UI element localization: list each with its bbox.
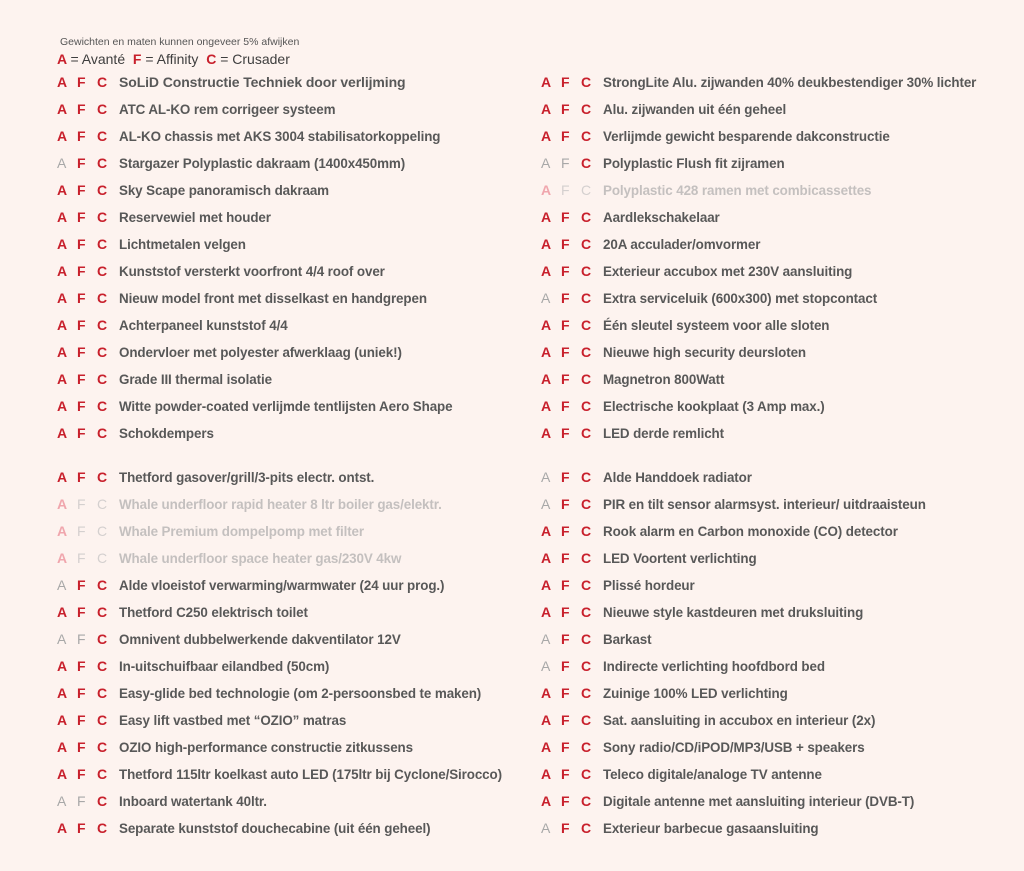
model-flag-c: C [97, 344, 108, 360]
model-flag-c: C [97, 766, 108, 782]
model-flag-a: A [541, 371, 552, 387]
legend-key-c: C [206, 51, 217, 67]
model-flag-c: C [97, 604, 108, 620]
model-flag-c: C [581, 550, 592, 566]
feature-row [57, 710, 346, 730]
model-flag-a: A [541, 263, 552, 279]
model-flag-c: C [581, 604, 592, 620]
model-flag-f: F [77, 182, 86, 198]
model-flag-a: A [541, 182, 552, 198]
model-flag-a: A [57, 263, 68, 279]
model-flag-a: A [541, 496, 551, 512]
feature-label: 20A acculader/omvormer [603, 237, 761, 252]
model-flag-c: C [581, 631, 592, 647]
model-flag-a: A [57, 523, 68, 539]
feature-row [57, 791, 267, 811]
model-flag-f: F [561, 604, 570, 620]
model-flag-c: C [581, 74, 592, 90]
feature-label: Barkast [603, 632, 652, 647]
feature-row [541, 207, 720, 227]
model-flag-f: F [561, 101, 570, 117]
feature-label: LED Voortent verlichting [603, 551, 757, 566]
feature-label: Sat. aansluiting in accubox en interieur (2x) [603, 713, 876, 728]
feature-label: Thetford gasover/grill/3-pits electr. ontst. [119, 470, 375, 485]
model-flag-a: A [541, 577, 552, 593]
model-flag-f: F [77, 496, 86, 512]
model-flag-c: C [97, 685, 108, 701]
feature-label: Easy lift vastbed met “OZIO” matras [119, 713, 347, 728]
model-flag-f: F [561, 766, 570, 782]
feature-row [57, 467, 374, 487]
model-flag-c: C [97, 236, 108, 252]
feature-label: Witte powder-coated verlijmde tentlijsten Aero Shape [119, 399, 453, 414]
feature-label: Kunststof versterkt voorfront 4/4 roof over [119, 264, 385, 279]
model-flag-a: A [541, 317, 552, 333]
model-flag-f: F [561, 577, 570, 593]
model-flag-a: A [57, 290, 68, 306]
model-flag-c: C [97, 739, 108, 755]
feature-label: Schokdempers [119, 426, 214, 441]
model-flag-a: A [541, 550, 552, 566]
feature-label: Stargazer Polyplastic dakraam (1400x450mm) [119, 156, 406, 171]
model-flag-c: C [97, 523, 108, 539]
model-flag-a: A [541, 236, 552, 252]
model-flag-c: C [581, 712, 592, 728]
model-flag-a: A [541, 739, 552, 755]
feature-row [541, 180, 871, 200]
model-flag-f: F [561, 523, 570, 539]
model-flag-f: F [561, 344, 570, 360]
model-flag-c: C [581, 523, 592, 539]
model-flag-f: F [77, 74, 86, 90]
feature-row [541, 737, 865, 757]
model-flag-f: F [77, 820, 86, 836]
feature-label: Thetford C250 elektrisch toilet [119, 605, 308, 620]
feature-label: Extra serviceluik (600x300) met stopcontact [603, 291, 878, 306]
feature-label: Ondervloer met polyester afwerklaag (uniek!) [119, 345, 402, 360]
model-flag-f: F [561, 631, 570, 647]
feature-label: Nieuw model front met disselkast en handgrepen [119, 291, 427, 306]
feature-label: Één sleutel systeem voor alle sloten [603, 318, 830, 333]
model-flag-f: F [77, 290, 86, 306]
model-flag-a: A [57, 712, 68, 728]
feature-row [541, 99, 786, 119]
disclaimer-note: Gewichten en maten kunnen ongeveer 5% afwijken [60, 36, 300, 48]
legend-label-c: = Crusader [220, 51, 290, 67]
feature-row [541, 494, 926, 514]
feature-label: Inboard watertank 40ltr. [119, 794, 267, 809]
feature-row [541, 126, 890, 146]
feature-label: Achterpaneel kunststof 4/4 [119, 318, 288, 333]
feature-label: Exterieur barbecue gasaansluiting [603, 821, 819, 836]
feature-row [57, 72, 405, 92]
feature-row [541, 521, 898, 541]
model-flag-f: F [561, 182, 570, 198]
model-flag-f: F [77, 577, 86, 593]
feature-label: Polyplastic Flush fit zijramen [603, 156, 785, 171]
model-flag-c: C [97, 263, 108, 279]
legend-key-a: A [57, 51, 67, 67]
model-flag-a: A [541, 290, 551, 306]
feature-row [541, 683, 788, 703]
feature-label: Polyplastic 428 ramen met combicassettes [603, 183, 872, 198]
feature-row [541, 342, 806, 362]
model-flag-c: C [581, 263, 592, 279]
feature-row [541, 575, 695, 595]
feature-row [57, 153, 405, 173]
model-flag-a: A [57, 371, 68, 387]
feature-row [541, 72, 976, 92]
model-flag-a: A [541, 398, 552, 414]
model-flag-a: A [541, 793, 552, 809]
model-flag-f: F [561, 209, 570, 225]
model-flag-a: A [541, 766, 552, 782]
feature-label: In-uitschuifbaar eilandbed (50cm) [119, 659, 330, 674]
model-flag-f: F [77, 712, 86, 728]
feature-label: Nieuwe style kastdeuren met druksluiting [603, 605, 864, 620]
feature-row [57, 629, 401, 649]
feature-row [541, 396, 825, 416]
feature-row [57, 737, 413, 757]
feature-row [541, 656, 825, 676]
model-flag-f: F [77, 523, 86, 539]
model-flag-c: C [97, 155, 108, 171]
feature-label: Lichtmetalen velgen [119, 237, 246, 252]
feature-label: StrongLite Alu. zijwanden 40% deukbestendiger 30% lichter [603, 75, 977, 90]
model-flag-a: A [57, 469, 68, 485]
feature-label: Whale Premium dompelpomp met filter [119, 524, 365, 539]
model-flag-a: A [57, 101, 68, 117]
feature-row [541, 288, 877, 308]
model-flag-c: C [97, 712, 108, 728]
model-flag-f: F [77, 739, 86, 755]
feature-row [541, 153, 785, 173]
model-flag-a: A [541, 128, 552, 144]
model-flag-f: F [561, 658, 570, 674]
model-flag-c: C [97, 550, 108, 566]
feature-label: Thetford 115ltr koelkast auto LED (175ltr bij Cyclone/Sirocco) [119, 767, 502, 782]
model-flag-c: C [581, 344, 592, 360]
model-flag-f: F [561, 236, 570, 252]
model-flag-a: A [57, 739, 68, 755]
model-flag-a: A [57, 398, 68, 414]
model-flag-a: A [541, 74, 552, 90]
feature-row [57, 99, 335, 119]
feature-label: Zuinige 100% LED verlichting [603, 686, 788, 701]
model-flag-f: F [77, 766, 86, 782]
model-flag-c: C [97, 371, 108, 387]
feature-row [57, 683, 481, 703]
feature-label: Alde Handdoek radiator [603, 470, 752, 485]
feature-row [541, 764, 822, 784]
model-flag-f: F [77, 469, 86, 485]
model-flag-c: C [581, 739, 592, 755]
model-flag-c: C [581, 766, 592, 782]
model-flag-c: C [581, 290, 592, 306]
feature-row [57, 369, 272, 389]
model-flag-c: C [97, 793, 108, 809]
model-flag-f: F [561, 425, 570, 441]
legend-label-a: = Avanté [70, 51, 126, 67]
model-legend [57, 51, 290, 67]
feature-row [541, 548, 757, 568]
model-flag-c: C [97, 496, 108, 512]
model-flag-f: F [561, 128, 570, 144]
model-flag-a: A [541, 425, 552, 441]
feature-row [541, 602, 863, 622]
model-flag-a: A [57, 317, 68, 333]
feature-label: Digitale antenne met aansluiting interieur (DVB-T) [603, 794, 915, 809]
model-flag-f: F [77, 263, 86, 279]
model-flag-a: A [541, 685, 552, 701]
model-flag-f: F [561, 398, 570, 414]
feature-row [57, 494, 442, 514]
feature-label: SoLiD Constructie Techniek door verlijming [119, 74, 406, 90]
model-flag-c: C [97, 128, 108, 144]
feature-label: Indirecte verlichting hoofdbord bed [603, 659, 825, 674]
model-flag-c: C [581, 398, 592, 414]
model-flag-f: F [561, 263, 570, 279]
model-flag-c: C [581, 425, 592, 441]
feature-row [57, 234, 246, 254]
model-flag-f: F [77, 128, 86, 144]
feature-row [57, 575, 444, 595]
feature-label: Reservewiel met houder [119, 210, 271, 225]
model-flag-a: A [541, 658, 551, 674]
feature-row [541, 369, 724, 389]
model-flag-f: F [77, 344, 86, 360]
feature-row [541, 710, 875, 730]
model-flag-c: C [581, 182, 592, 198]
feature-row [541, 791, 914, 811]
feature-label: AL-KO chassis met AKS 3004 stabilisatorkoppeling [119, 129, 441, 144]
model-flag-f: F [77, 793, 86, 809]
feature-label: Sony radio/CD/iPOD/MP3/USB + speakers [603, 740, 865, 755]
model-flag-a: A [57, 658, 68, 674]
model-flag-f: F [561, 820, 570, 836]
model-flag-a: A [57, 155, 67, 171]
model-flag-f: F [77, 398, 86, 414]
model-flag-c: C [581, 658, 592, 674]
feature-label: Magnetron 800Watt [603, 372, 725, 387]
feature-label: Rook alarm en Carbon monoxide (CO) detector [603, 524, 898, 539]
model-flag-a: A [57, 604, 68, 620]
feature-label: OZIO high-performance constructie zitkussens [119, 740, 413, 755]
feature-label: Sky Scape panoramisch dakraam [119, 183, 329, 198]
model-flag-f: F [561, 793, 570, 809]
feature-label: PIR en tilt sensor alarmsyst. interieur/ uitdraaisteun [603, 497, 926, 512]
model-flag-c: C [581, 469, 592, 485]
feature-label: Verlijmde gewicht besparende dakconstructie [603, 129, 890, 144]
model-flag-a: A [541, 820, 551, 836]
model-flag-a: A [57, 236, 68, 252]
feature-label: Whale underfloor rapid heater 8 ltr boiler gas/elektr. [119, 497, 442, 512]
model-flag-a: A [57, 344, 68, 360]
feature-row [541, 261, 852, 281]
model-flag-a: A [57, 577, 67, 593]
model-flag-c: C [581, 820, 592, 836]
model-flag-a: A [57, 74, 68, 90]
model-flag-f: F [561, 739, 570, 755]
feature-label: Easy-glide bed technologie (om 2-persoonsbed te maken) [119, 686, 482, 701]
model-flag-a: A [57, 685, 68, 701]
feature-row [57, 656, 329, 676]
feature-label: Separate kunststof douchecabine (uit één geheel) [119, 821, 431, 836]
model-flag-f: F [561, 290, 570, 306]
feature-row [57, 548, 401, 568]
model-flag-c: C [581, 209, 592, 225]
feature-label: Electrische kookplaat (3 Amp max.) [603, 399, 825, 414]
feature-label: LED derde remlicht [603, 426, 724, 441]
feature-row [541, 315, 829, 335]
feature-label: Teleco digitale/analoge TV antenne [603, 767, 822, 782]
model-flag-c: C [97, 658, 108, 674]
model-flag-c: C [581, 101, 592, 117]
model-flag-f: F [77, 155, 86, 171]
model-flag-a: A [541, 523, 552, 539]
model-flag-c: C [97, 74, 108, 90]
model-flag-c: C [97, 290, 108, 306]
model-flag-c: C [97, 820, 108, 836]
model-flag-c: C [581, 793, 592, 809]
model-flag-a: A [57, 793, 67, 809]
feature-row [57, 261, 385, 281]
feature-row [57, 602, 308, 622]
model-flag-f: F [77, 425, 86, 441]
model-flag-f: F [77, 550, 86, 566]
model-flag-a: A [541, 209, 552, 225]
model-flag-f: F [77, 631, 86, 647]
feature-label: Grade III thermal isolatie [119, 372, 272, 387]
feature-row [541, 234, 760, 254]
feature-row [57, 288, 427, 308]
feature-row [57, 818, 430, 838]
model-flag-c: C [581, 128, 592, 144]
model-flag-c: C [97, 469, 108, 485]
model-flag-a: A [57, 425, 68, 441]
feature-row [57, 396, 452, 416]
model-flag-f: F [77, 604, 86, 620]
feature-row [57, 764, 502, 784]
model-flag-c: C [581, 155, 592, 171]
feature-label: Nieuwe high security deursloten [603, 345, 807, 360]
feature-label: ATC AL-KO rem corrigeer systeem [119, 102, 336, 117]
model-flag-f: F [77, 101, 86, 117]
model-flag-f: F [561, 155, 570, 171]
model-flag-a: A [57, 496, 68, 512]
model-flag-f: F [77, 658, 86, 674]
model-flag-a: A [541, 604, 552, 620]
model-flag-a: A [57, 182, 68, 198]
model-flag-f: F [77, 236, 86, 252]
model-flag-f: F [561, 496, 570, 512]
model-flag-f: F [561, 317, 570, 333]
model-flag-a: A [541, 631, 551, 647]
feature-row [57, 207, 271, 227]
model-flag-c: C [581, 685, 592, 701]
feature-row [541, 423, 724, 443]
model-flag-f: F [561, 371, 570, 387]
model-flag-c: C [97, 577, 108, 593]
model-flag-a: A [541, 469, 551, 485]
model-flag-c: C [97, 101, 108, 117]
feature-row [541, 467, 752, 487]
model-flag-a: A [57, 820, 68, 836]
feature-label: Alu. zijwanden uit één geheel [603, 102, 787, 117]
feature-row [541, 629, 651, 649]
legend-label-f: = Affinity [145, 51, 199, 67]
feature-row [57, 423, 214, 443]
feature-label: Omnivent dubbelwerkende dakventilator 12V [119, 632, 401, 647]
model-flag-f: F [77, 317, 86, 333]
model-flag-a: A [57, 128, 68, 144]
model-flag-f: F [561, 469, 570, 485]
model-flag-c: C [581, 371, 592, 387]
feature-row [57, 180, 329, 200]
feature-label: Plissé hordeur [603, 578, 695, 593]
model-flag-c: C [97, 317, 108, 333]
model-flag-c: C [97, 182, 108, 198]
model-flag-a: A [541, 344, 552, 360]
model-flag-c: C [97, 209, 108, 225]
feature-row [541, 818, 819, 838]
model-flag-a: A [57, 766, 68, 782]
feature-row [57, 315, 288, 335]
feature-row [57, 521, 364, 541]
feature-label: Exterieur accubox met 230V aansluiting [603, 264, 853, 279]
feature-label: Whale underfloor space heater gas/230V 4kw [119, 551, 402, 566]
model-flag-c: C [581, 317, 592, 333]
model-flag-a: A [57, 550, 68, 566]
model-flag-f: F [561, 712, 570, 728]
feature-row [57, 342, 402, 362]
model-flag-c: C [97, 425, 108, 441]
feature-label: Aardlekschakelaar [603, 210, 720, 225]
model-flag-c: C [97, 631, 108, 647]
model-flag-a: A [57, 631, 67, 647]
model-flag-f: F [77, 209, 86, 225]
model-flag-f: F [77, 371, 86, 387]
feature-row [57, 126, 440, 146]
model-flag-f: F [77, 685, 86, 701]
model-flag-c: C [581, 236, 592, 252]
model-flag-f: F [561, 685, 570, 701]
model-flag-a: A [541, 155, 551, 171]
model-flag-a: A [57, 209, 68, 225]
model-flag-a: A [541, 101, 552, 117]
model-flag-f: F [561, 74, 570, 90]
model-flag-a: A [541, 712, 552, 728]
model-flag-c: C [581, 577, 592, 593]
feature-label: Alde vloeistof verwarming/warmwater (24 uur prog.) [119, 578, 445, 593]
model-flag-c: C [581, 496, 592, 512]
legend-key-f: F [132, 51, 142, 67]
model-flag-c: C [97, 398, 108, 414]
model-flag-f: F [561, 550, 570, 566]
